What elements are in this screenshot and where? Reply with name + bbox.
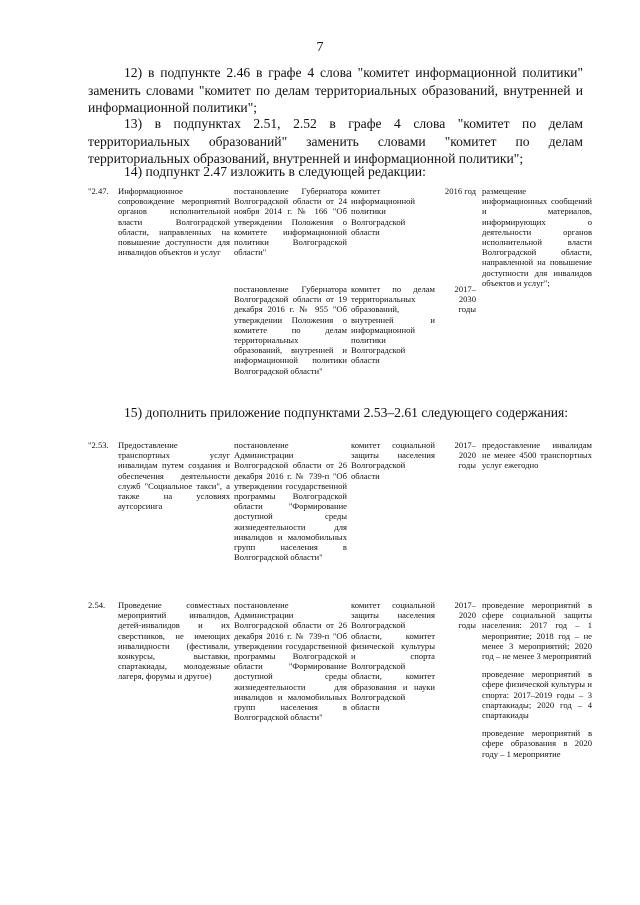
table-row-2-47 xyxy=(88,186,593,396)
measure-cell: Информационное сопровождение мероприятий органов исполнительной власти Волгоградской области, направленных на повышение доступности для инвалидов объектов и услуг xyxy=(118,186,230,258)
basis-cell: постановление Администрации Волгоградской области от 26 декабря 2016 г. № 739-п "Об утверждении государственной программы Волгоградской области "Формирование доступной среды жизнедеятельности для инвалидов и маломобильных групп населения в Волгоградской области" xyxy=(234,600,347,723)
row-number: "2.53. xyxy=(88,440,109,450)
result-cell: размещение информационных сообщений и материалов, информирующих о деятельности органов исполнительной власти Волгоградской области, направленной на повышение доступности для инвалидов объектов и услуг"; xyxy=(482,186,592,288)
paragraph-14: 14) подпункт 2.47 изложить в следующей редакции: xyxy=(124,164,426,179)
result-education: проведение мероприятий в сфере образования в 2020 году – 1 мероприятие xyxy=(482,728,592,759)
year-cell-1: 2016 год xyxy=(444,186,476,196)
paragraph-15: 15) дополнить приложение подпунктами 2.53–2.61 следующего содержания: xyxy=(124,405,569,420)
table-row-2-54 xyxy=(88,600,593,860)
basis-cell: постановление Администрации Волгоградской области от 26 декабря 2016 г. № 739-п "Об утверждении государственной программы Волгоградской области "Формирование доступной среды жизнедеятельности для инвалидов и маломобильных групп населения в Волгоградской области" xyxy=(234,440,347,563)
executor-cell: комитет социальной защиты населения Волгоградской области, комитет физической культуры и спорта Волгоградской области, комитет образования и науки Волгоградской области xyxy=(351,600,435,713)
paragraph-13: 13) в подпунктах 2.51, 2.52 в графе 4 слова "комитет по делам территориальных образований" заменить словами "комитет по делам территориальных образований, внутренней и информационной политики"; xyxy=(88,116,583,166)
paragraph-12: 12) в подпункте 2.46 в графе 4 слова "комитет информационной политики" заменить словами "комитет по делам территориальных образований, внутренней и информационной политики"; xyxy=(88,65,583,115)
basis-cell-2: постановление Губернатора Волгоградской области от 19 декабря 2016 г. № 955 "Об утверждении Положения о комитете по делам территориальных образований, внутренней и информационной политики Волгоградской области" xyxy=(234,284,347,376)
year-cell: 2017–2020 годы xyxy=(454,440,476,471)
row-number: 2.54. xyxy=(88,600,106,610)
measure-cell: Предоставление транспортных услуг инвалидам путем создания и обеспечения деятельности служб "Социальное такси", а также на условиях аутсорсинга xyxy=(118,440,230,512)
row-number: "2.47. xyxy=(88,186,109,196)
year-cell: 2017–2020 годы xyxy=(454,600,476,631)
executor-cell-2: комитет по делам территориальных образований, внутренней и информационной политики Волгоградской области xyxy=(351,284,435,366)
result-social: проведение мероприятий в сфере социальной защиты населения: 2017 год – 1 мероприятие; 2018 год – не менее 3 мероприятий; 2020 год – не менее 3 мероприятий xyxy=(482,600,592,662)
measure-cell: Проведение совместных мероприятий инвалидов, детей-инвалидов и их сверстников, не имеющих инвалидности (фестивали, конкурсы, выставки, спартакиады, молодежные лагеря, форумы и другое) xyxy=(118,600,230,682)
year-cell-2: 2017–2030 годы xyxy=(454,284,476,315)
result-cell xyxy=(482,600,592,759)
table-row-2-53 xyxy=(88,440,593,590)
result-cell: предоставление инвалидам не менее 4500 транспортных услуг ежегодно xyxy=(482,440,592,471)
executor-cell: комитет социальной защиты населения Волгоградской области xyxy=(351,440,435,481)
executor-cell-1: комитет информационной политики Волгоградской области xyxy=(351,186,416,237)
page-number: 7 xyxy=(316,40,324,55)
basis-cell-1: постановление Губернатора Волгоградской области от 24 ноября 2014 г. № 166 "Об утверждении Положения о комитете информационной политики Волгоградской области" xyxy=(234,186,347,258)
result-sport: проведение мероприятий в сфере физической культуры и спорта: 2017–2019 годы – 3 спартакиады; 2020 год – 4 спартакиады xyxy=(482,669,592,721)
